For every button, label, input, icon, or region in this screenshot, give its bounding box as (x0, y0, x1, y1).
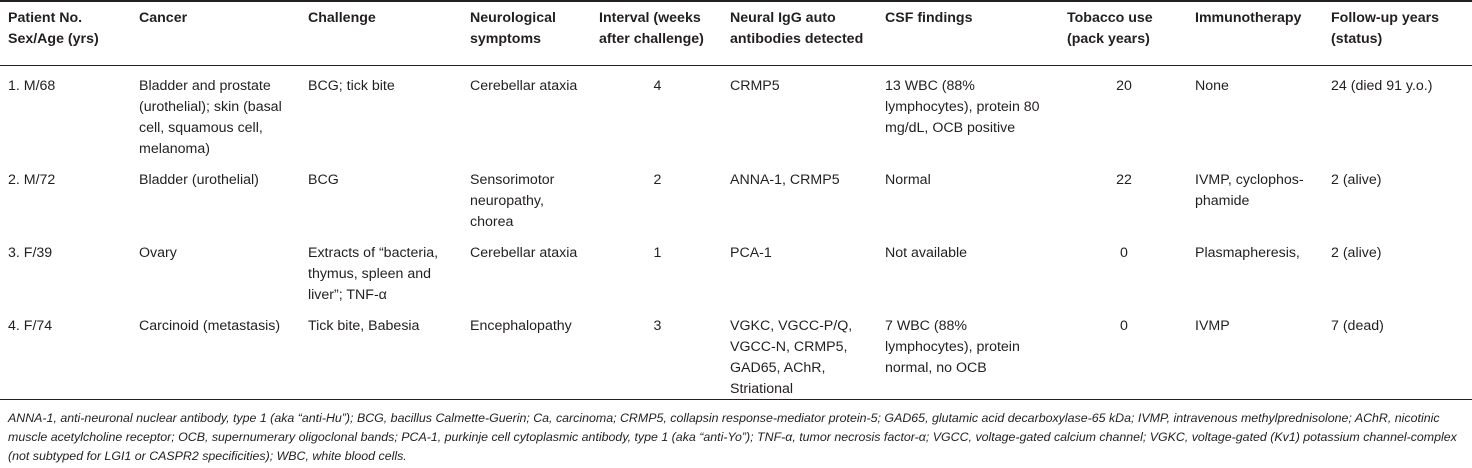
cell-neurological-symptoms: Cerebellar ataxia (470, 245, 578, 261)
col-header-interval: Interval (weeks after challenge) (599, 10, 704, 47)
col-header-challenge: Challenge (308, 10, 376, 26)
cell-neurological-symptoms: Cerebellar ataxia (470, 78, 578, 94)
cell-immunotherapy: IVMP, cyclophos-phamide (1195, 172, 1304, 209)
col-header-immunotherapy: Immunotherapy (1195, 10, 1302, 26)
cell-csf: Normal (885, 172, 931, 188)
cell-interval: 3 (653, 318, 662, 334)
cell-tobacco: 0 (1120, 318, 1128, 334)
cell-csf: 7 WBC (88% lymphocytes), protein normal, no OCB (885, 318, 1020, 376)
cell-tobacco: 20 (1116, 78, 1132, 94)
col-header-tobacco: Tobacco use (pack years) (1067, 10, 1153, 47)
cell-csf: 13 WBC (88% lymphocytes), protein 80 mg/dL, OCB positive (885, 78, 1040, 136)
cell-challenge: Tick bite, Babesia (308, 318, 420, 334)
cell-antibodies: PCA-1 (730, 245, 772, 261)
table-footnote: ANNA-1, anti-neuronal nuclear antibody, type 1 (aka “anti-Hu”); BCG, bacillus Calmette-Guerin; Ca, carcinoma; CRMP5, collapsin response-mediator protein-5; GAD65, glutamic acid decarboxylase-65 kDa; IVMP, intravenous methylprednisolone; AChR, nicotinic muscle acetylcholine receptor; OCB, supernumerary oligoclonal bands; PCA-1, purkinje cell cytoplasmic antibody, type 1 (aka “anti-Yo”); TNF-α, tumor necrosis factor-α; VGCC, voltage-gated calcium channel; VGKC, voltage-gated (Kv1) potassium channel-complex (not subtyped for LGI1 or CASPR2 specificities); WBC, white blood cells. (8, 411, 1457, 463)
col-header-patient: Patient No. Sex/Age (yrs) (8, 10, 99, 47)
cell-interval: 2 (653, 172, 662, 188)
table-row (0, 66, 1472, 160)
col-header-cancer: Cancer (139, 10, 188, 26)
cell-followup: 2 (alive) (1331, 245, 1382, 261)
header-row (0, 6, 1472, 66)
cell-tobacco: 22 (1116, 172, 1132, 188)
cell-antibodies: ANNA-1, CRMP5 (730, 172, 840, 188)
cell-patient: 1. M/68 (8, 78, 56, 94)
col-header-followup: Follow-up years (status) (1331, 10, 1439, 47)
cell-interval: 1 (653, 245, 662, 261)
table-row (0, 160, 1472, 233)
cell-immunotherapy: IVMP (1195, 318, 1230, 334)
cell-patient: 3. F/39 (8, 245, 53, 261)
cell-tobacco: 0 (1120, 245, 1128, 261)
cell-cancer: Carcinoid (metastasis) (139, 318, 281, 334)
cell-neurological-symptoms: Encephalopathy (470, 318, 572, 334)
col-header-antibodies: Neural IgG auto antibodies detected (730, 10, 864, 47)
patient-table (0, 6, 1472, 418)
col-header-csf: CSF findings (885, 10, 973, 26)
col-header-neurological-symptoms: Neurological symptoms (470, 10, 556, 47)
table-row (0, 306, 1472, 418)
table-row (0, 233, 1472, 306)
cell-antibodies: VGKC, VGCC-P/Q, VGCC-N, CRMP5, GAD65, AChR, Striational (730, 318, 853, 397)
cell-followup: 2 (alive) (1331, 172, 1382, 188)
cell-followup: 7 (dead) (1331, 318, 1384, 334)
cell-cancer: Bladder and prostate (urothelial); skin (basal cell, squamous cell, melanoma) (139, 78, 282, 157)
cell-challenge: BCG; tick bite (308, 78, 395, 94)
cell-challenge: BCG (308, 172, 339, 188)
cell-followup: 24 (died 91 y.o.) (1331, 78, 1433, 94)
cell-immunotherapy: Plasmapheresis, (1195, 245, 1300, 261)
cell-csf: Not available (885, 245, 968, 261)
cell-patient: 4. F/74 (8, 318, 53, 334)
cell-interval: 4 (653, 78, 662, 94)
cell-neurological-symptoms: Sensorimotor neuropathy, chorea (470, 172, 555, 230)
cell-cancer: Bladder (urothelial) (139, 172, 259, 188)
top-rule (0, 0, 1472, 2)
cell-antibodies: CRMP5 (730, 78, 780, 94)
cell-cancer: Ovary (139, 245, 177, 261)
cell-immunotherapy: None (1195, 78, 1229, 94)
cell-patient: 2. M/72 (8, 172, 56, 188)
cell-challenge: Extracts of “bacteria, thymus, spleen and liver”; TNF-α (308, 245, 439, 303)
